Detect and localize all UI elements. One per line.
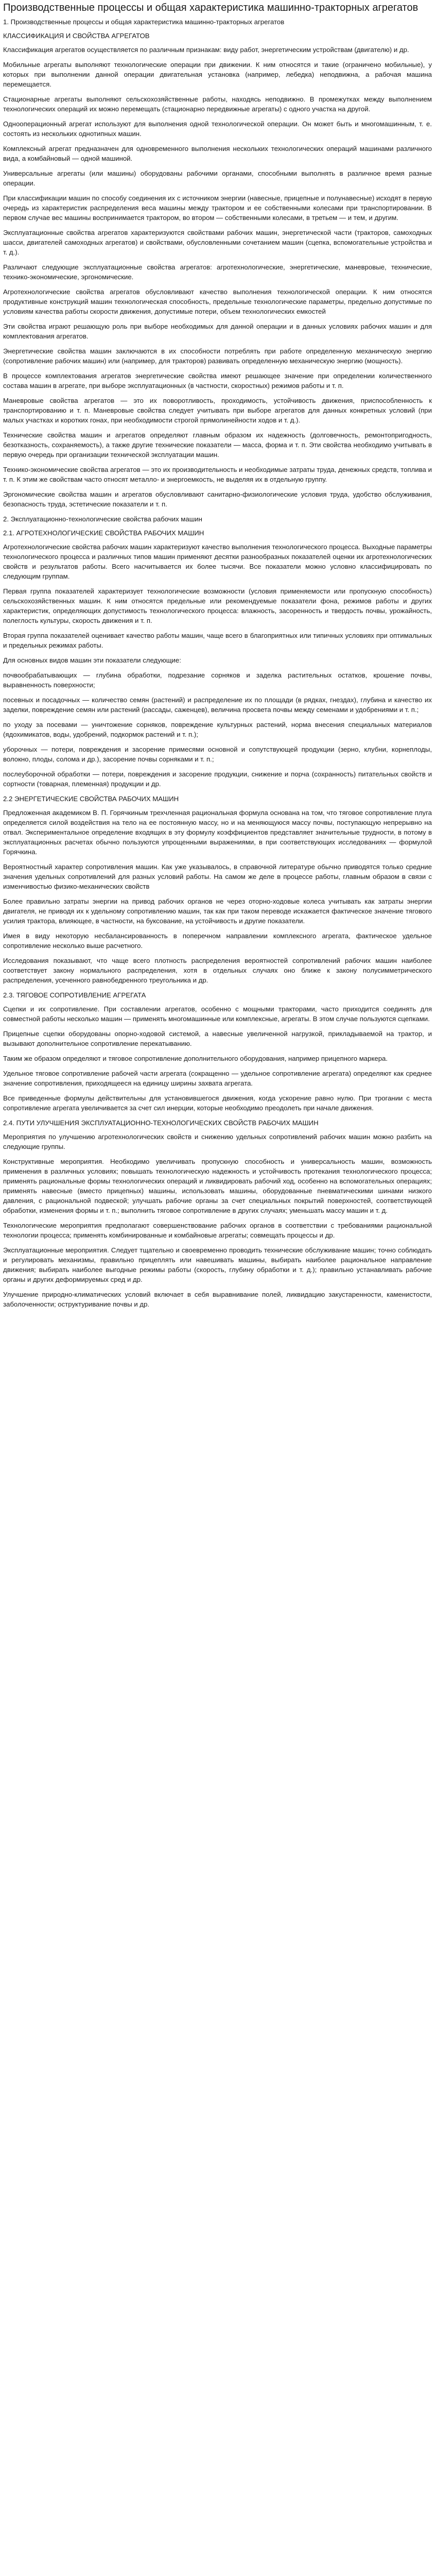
paragraph: Сцепки и их сопротивление. При составлении агрегатов, особенно с мощными тракторами, часто приходится соединять для совместной работы несколько машин — применять многомашинные или комплексные, агрегаты. В этом случае пользуются сцепками. bbox=[3, 1005, 432, 1023]
paragraph: Классификация агрегатов осуществляется по различным признакам: виду работ, энергетическим устройствам (двигателю) и др. bbox=[3, 46, 409, 54]
paragraph: Таким же образом определяют и тяговое сопротивление дополнительного оборудования, например прицепного маркера. bbox=[3, 1055, 388, 1062]
section-heading: 2.1. АГРОТЕХНОЛОГИЧЕСКИЕ СВОЙСТВА РАБОЧИХ МАШИН bbox=[3, 529, 204, 537]
paragraph: посевных и посадочных — количество семян (растений) и распределение их по площади (в рядках, гнездах), глубина и качество их заделки, повреждение семян или растений (рассады, саженцев), величина просвета почвы между семенами и удобрениями и т. п.; bbox=[3, 696, 432, 714]
paragraph: Прицепные сцепки оборудованы опорно-ходовой системой, а навесные увеличенной нагрузкой, прикладываемой на трактор, и вызывают дополнительное сопротивление перекатыванию. bbox=[3, 1030, 432, 1047]
paragraph: Мероприятия по улучшению агротехнологических свойств и снижению удельных сопротивлений рабочих машин можно разбить на следующие группы. bbox=[3, 1133, 432, 1150]
paragraph: Первая группа показателей характеризует технологические возможности (условия применяемости или пропускную способность) сельскохозяйственных машин. К ним относятся предельные или рекомендуемые показатели фона, режимов работы и других характеристик, определяющих допустимость технологического процесса: влажность, засоренность и твердость почвы, урожайность, полеглость культуры, скорость движения и т. п. bbox=[3, 587, 432, 624]
paragraph: Конструктивные мероприятия. Необходимо увеличивать пропускную способность и универсальность машин, возможность применения в различных условиях; повышать технологическую надежность и устойчивость протекания технологического процесса; применять рациональные формы технологических операций и ликвидировать рабочий ход, особенно на вспомогательных операциях; применять навесные (вместо прицепных) машины, использовать машины, оборудованные пневматическими шинами низкого давления, с рациональной подвеской; улучшать рабочие органы за счет специальных покрытий поверхностей, соответствующей обработки, изменения формы и т. п.; выполнить тяговое сопротивление в других случаях; уменьшать массу машин и т. д. bbox=[3, 1158, 432, 1214]
section-heading: 1. Производственные процессы и общая характеристика машинно-тракторных агрегатов bbox=[3, 18, 285, 26]
paragraph: Технические свойства машин и агрегатов определяют главным образом их надежность (долговечность, ремонтопригодность, безотказность, сохраняемость), а также другие технические показатели — масса, форма и т. п. Эти свойства необходимо учитывать в первую очередь при организации технической эксплуатации машин. bbox=[3, 431, 432, 459]
paragraph: Вторая группа показателей оценивает качество работы машин, чаще всего в благоприятных или типичных условиях при оптимальных и предельных режимах работы. bbox=[3, 632, 432, 649]
paragraph: Исследования показывают, что чаще всего плотность распределения вероятностей сопротивлений рабочих машин наиболее соответствует закону нормального распределения, хотя в отдельных случаях оно ближе к закону полусимметрического распределения, усеченного равнобедренного треугольника и др. bbox=[3, 957, 432, 984]
paragraph: Различают следующие эксплуатационные свойства агрегатов: агротехнологические, энергетические, маневровые, технические, технико-экономические, эргономические. bbox=[3, 263, 432, 281]
paragraph: уборочных — потери, повреждения и засорение примесями основной и сопутствующей продукции (зерно, клубни, корнеплоды, волокно, плоды, солома и др.), засорение почвы сорняками и т. п.; bbox=[3, 745, 432, 763]
paragraph: Однооперационный агрегат используют для выполнения одной технологической операции. Он может быть и многомашинным, т. е. состоять из нескольких однотипных машин. bbox=[3, 120, 432, 138]
paragraph: Эксплуатационные мероприятия. Следует тщательно и своевременно проводить технические обслуживание машин; точно соблюдать и регулировать механизмы, правильно прицеплять или навешивать машины, выбирать наиболее рациональное направление движения; выбирать наиболее выгодные режимы работы (скорость, глубину обработки и т. д.); правильно устанавливать рабочие органы и других деформируемых сред и др. bbox=[3, 1246, 432, 1283]
paragraph: послеуборочной обработки — потери, повреждения и засорение продукции, снижение и порча (сохранность) питательных свойств и сортности (товарная, племенная) продукции и др. bbox=[3, 770, 432, 788]
paragraph: При классификации машин по способу соединения их с источником энергии (навесные, прицепные и полунавесные) исходят в первую очередь из характеристик распределения веса машины между трактором и ее собственными колесами при транспортировании. В первом случае вес машины воспринимается трактором, во втором — собственными колесами, в третьем — и тем, и другим. bbox=[3, 194, 432, 222]
paragraph: по уходу за посевами — уничтожение сорняков, повреждение культурных растений, норма внесения специальных материалов (ядохимикатов, воды, удобрений, подкормок растений и т. п.); bbox=[3, 721, 432, 738]
paragraph: Эти свойства играют решающую роль при выборе необходимых для данной операции и в данных условиях рабочих машин и для комплектования агрегатов. bbox=[3, 323, 432, 340]
paragraph: Стационарные агрегаты выполняют сельскохозяйственные работы, находясь неподвижно. В промежутках между выполнением технологических операций их можно перемещать (стационарно передвижные агрегаты) с одного участка на другой. bbox=[3, 95, 432, 113]
paragraph: Эксплуатационные свойства агрегатов характеризуются свойствами рабочих машин, энергетической части (тракторов, самоходных шасси, двигателей самоходных агрегатов) и свойствами, обусловленными сочетанием машин (сцепка, вспомогательные устройства и т. д.). bbox=[3, 229, 432, 256]
paragraph: Эргономические свойства машин и агрегатов обусловливают санитарно-физиологические условия труда, удобство обслуживания, безопасность труда, эстетические показатели и т. п. bbox=[3, 490, 432, 508]
section-heading: 2. Эксплуатационно-технологические свойства рабочих машин bbox=[3, 515, 202, 523]
paragraph: Технологические мероприятия предполагают совершенствование рабочих органов в соответствии с требованиями рациональной технологии процесса; применять комбинированные и комбайновые агрегаты; совмещать процессы и др. bbox=[3, 1222, 432, 1239]
paragraph: почвообрабатывающих — глубина обработки, подрезание сорняков и заделка растительных остатков, крошение почвы, выравненность поверхности; bbox=[3, 671, 432, 689]
paragraph: Энергетические свойства машин заключаются в их способности потреблять при работе определенную механическую энергию (сопротивление рабочих машин) или (например, для тракторов) развивать определенную механическую энергию (мощность). bbox=[3, 347, 432, 365]
paragraph: Более правильно затраты энергии на привод рабочих органов не через оторно-ходовые колеса учитывать как затраты энергии двигателя, не приводя их к удельному сопротивлению машин, так как при таком переводе искажается фактическое значение тягового усилия трактора, влияющее, в частности, на буксование, на устойчивость и другие показатели. bbox=[3, 897, 432, 925]
section-heading: КЛАССИФИКАЦИЯ И СВОЙСТВА АГРЕГАТОВ bbox=[3, 32, 150, 40]
paragraph: Все приведенные формулы действительны для установившегося движения, когда ускорение равно нулю. При трогании с места сопротивление агрегата увеличивается за счет сил инерции, которые необходимо преодолеть при начале движения. bbox=[3, 1094, 432, 1112]
section-heading: 2.4. ПУТИ УЛУЧШЕНИЯ ЭКСПЛУАТАЦИОННО-ТЕХНОЛОГИЧЕСКИХ СВОЙСТВ РАБОЧИХ МАШИН bbox=[3, 1119, 319, 1127]
paragraph: Вероятностный характер сопротивления машин. Как уже указывалось, в справочной литературе обычно приводятся только средние значения удельных сопротивлений для разных условий работы. На самом же деле в процессе работы, главным образом в связи с изменчивостью физико-механических свойств bbox=[3, 863, 432, 890]
paragraph: Агротехнологические свойства рабочих машин характеризуют качество выполнения технологического процесса. Выходные параметры технологического процесса и различных типов машин применяют десятки разнообразных показателей оценки их агротехнологических свойств и результатов работы. Всего насчитывается их более тысячи. Все показатели можно условно классифицировать по следующим группам. bbox=[3, 543, 432, 580]
paragraph: Агротехнологические свойства агрегатов обусловливают качество выполнения технологической операции. К ним относятся продуктивные конструкций машин технологическая способность, предельные технологические параметры, предельно допустимые по условиям качества работы скорости движения, допустимые потери, объем технологических емкостей bbox=[3, 288, 432, 315]
document-body bbox=[3, 17, 432, 1309]
paragraph: Улучшение природно-климатических условий включает в себя выравнивание полей, ликвидацию закустаренности, каменистости, заболоченности; оструктуривание почвы и др. bbox=[3, 1291, 432, 1308]
paragraph: Универсальные агрегаты (или машины) оборудованы рабочими органами, способными выполнять в различное время разные операции. bbox=[3, 170, 432, 187]
paragraph: Предложенная академиком В. П. Горячкиным трехчленная рациональная формула основана на том, что тяговое сопротивление плуга определяется силой воздействия на тело на ее постоянную массу, но и на меняющуюся массу почвы, поступающую непрерывно на отвал. Экспериментальное определение входящих в эту формулу коэффициентов представляет значительные трудности, в потому в эксплуатационных расчетах обычно пользуются упрощенными выражениями, в при соответствующих исследованиях — формулой Горячкина. bbox=[3, 809, 432, 856]
section-heading: 2.2 ЭНЕРГЕТИЧЕСКИЕ СВОЙСТВА РАБОЧИХ МАШИН bbox=[3, 795, 179, 803]
paragraph: Удельное тяговое сопротивление рабочей части агрегата (сокращенно — удельное сопротивление агрегата) определяют как среднее значение сопротивления, приходящееся на единицу ширины захвата агрегата. bbox=[3, 1070, 432, 1087]
paragraph: Мобильные агрегаты выполняют технологические операции при движении. К ним относятся и такие (ограничено мобильные), у которых при выполнении данной операции двигательная установка (например, лебедка) неподвижна, а рабочая машина перемещается. bbox=[3, 61, 432, 88]
paragraph: Технико-экономические свойства агрегатов — это их производительность и необходимые затраты труда, денежных средств, топлива и т. п. К этим же свойствам часто относят металло- и энергоемкость, не выделяя их в отдельную группу. bbox=[3, 466, 432, 483]
paragraph: В процессе комплектования агрегатов энергетические свойства имеют решающее значение при определении количественного состава машин в агрегате, при выборе эксплуатационных (в частности, скоростных) режимов работы и т. п. bbox=[3, 372, 432, 389]
paragraph: Имея в виду некоторую несбалансированность в поперечном направлении комплексного агрегата, фактическое удельное сопротивление несколько выше расчетного. bbox=[3, 932, 432, 950]
paragraph: Комплексный агрегат предназначен для одновременного выполнения нескольких технологических операций машинами различного вида, а комбайновый — одной машиной. bbox=[3, 145, 432, 162]
section-heading: 2.3. ТЯГОВОЕ СОПРОТИВЛЕНИЕ АГРЕГАТА bbox=[3, 991, 146, 999]
paragraph: Для основных видов машин эти показатели следующие: bbox=[3, 656, 181, 664]
paragraph: Маневровые свойства агрегатов — это их поворотливость, проходимость, устойчивость движения, приспособленность к транспортированию и т. п. Маневровые свойства следует учитывать при выборе агрегатов для данных конкретных условий (при малых участках и коротких гонах, при необходимости строгой прямолинейности ходов и т. д.). bbox=[3, 397, 432, 424]
document-title: Производственные процессы и общая характеристика машинно-тракторных агрегатов bbox=[3, 2, 418, 13]
